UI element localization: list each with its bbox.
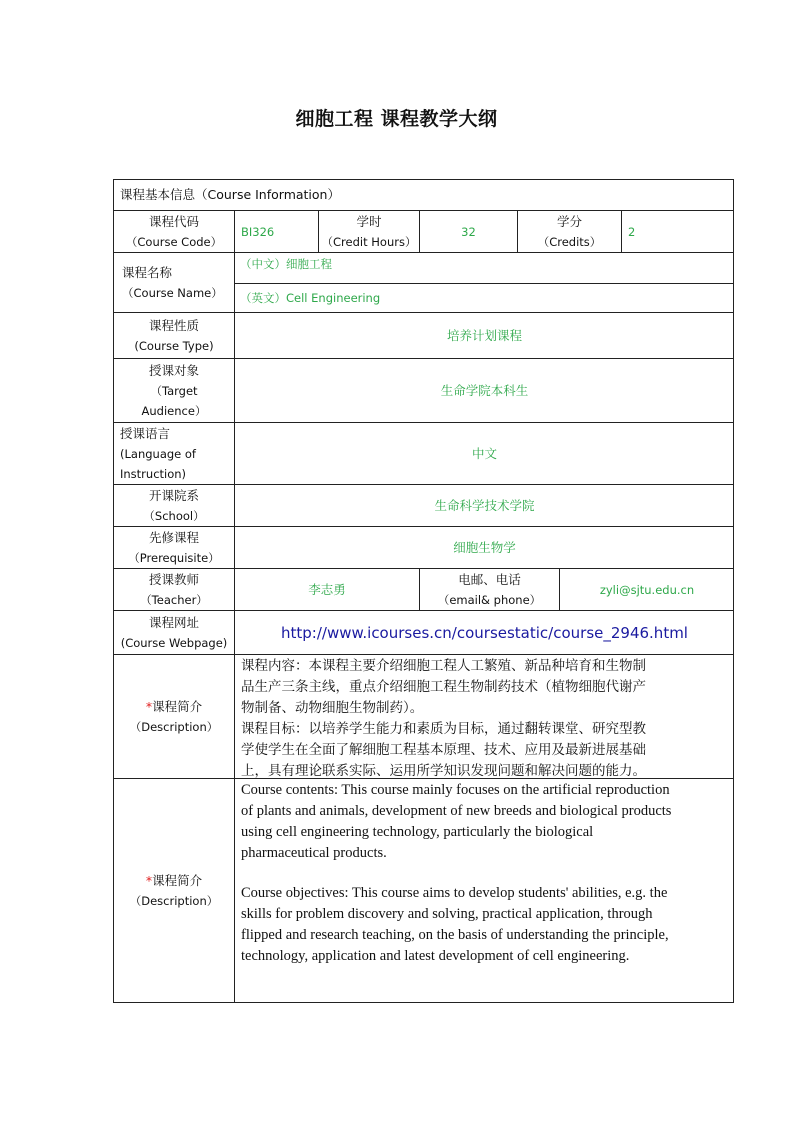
prerequisite-row xyxy=(113,526,734,569)
section-header-row xyxy=(113,179,734,211)
description-line: 课程目标：以培养学生能力和素质为目标，通过翻转课堂、研究型教 xyxy=(241,721,646,737)
description-line: 上，具有理论联系实际、运用所学知识发现问题和解决问题的能力。 xyxy=(241,763,646,778)
description-line: of plants and animals, development of new breeds and biological products xyxy=(241,803,672,819)
course-code-label: 课程代码 （Course Code） xyxy=(125,213,223,249)
teacher-label: 授课教师 （Teacher） xyxy=(140,571,208,607)
course-name-row xyxy=(113,252,734,313)
teacher-row xyxy=(113,568,734,611)
required-star: * xyxy=(145,698,153,714)
description-line: technology, application and latest development of cell engineering. xyxy=(241,948,630,964)
school-row xyxy=(113,484,734,527)
description-line: Course objectives: This course aims to develop students' abilities, e.g. the xyxy=(241,885,668,901)
description-line: 学使学生在全面了解细胞工程基本原理、技术、应用及最新进展基础 xyxy=(241,742,646,758)
course-code-value: BI326 xyxy=(234,211,318,252)
description-en-row xyxy=(113,778,734,1003)
description-en-text xyxy=(234,779,734,1002)
description-line: 品生产三条主线，重点介绍细胞工程生物制药技术（植物细胞代谢产 xyxy=(241,679,646,695)
webpage-label: 课程网址 (Course Webpage) xyxy=(120,614,228,650)
webpage-row xyxy=(113,610,734,655)
language-row xyxy=(113,422,734,485)
description-line: Course contents: This course mainly focuses on the artificial reproduction xyxy=(241,782,670,798)
teacher-value: 李志勇 xyxy=(234,569,419,610)
credits-label: 学分 （Credits） xyxy=(517,211,621,252)
course-name-cn: （中文）细胞工程 xyxy=(240,257,332,271)
course-name-en: （英文）Cell Engineering xyxy=(240,291,381,305)
description-en-label: *课程简介 （Description） xyxy=(129,872,219,908)
description-line: skills for problem discovery and solving, practical application, through xyxy=(241,906,653,922)
course-code-row xyxy=(113,210,734,253)
prerequisite-label: 先修课程 （Prerequisite） xyxy=(128,529,220,565)
prerequisite-value: 细胞生物学 xyxy=(234,527,734,568)
description-cn-text xyxy=(234,655,734,778)
description-line: 课程内容：本课程主要介绍细胞工程人工繁殖、新品种培育和生物制 xyxy=(241,658,646,674)
section-header: 课程基本信息（Course Information） xyxy=(120,187,340,202)
description-cn-row xyxy=(113,654,734,779)
course-type-value: 培养计划课程 xyxy=(234,313,734,358)
course-type-label: 课程性质 (Course Type) xyxy=(134,317,214,353)
contact-label: 电邮、电话 （email& phone） xyxy=(419,569,559,610)
course-type-row xyxy=(113,312,734,359)
credit-hours-value: 32 xyxy=(419,211,517,252)
course-name-label: 课程名称 （Course Name） xyxy=(122,264,223,300)
required-star: * xyxy=(145,872,153,888)
language-label: 授课语言 (Language of Instruction) xyxy=(120,425,196,481)
contact-value: zyli@sjtu.edu.cn xyxy=(559,569,734,610)
school-value: 生命科学技术学院 xyxy=(234,485,734,526)
credits-value: 2 xyxy=(621,211,734,252)
description-line: 物制备、动物细胞生物制药）。 xyxy=(241,700,424,716)
school-label: 开课院系 （School） xyxy=(143,487,205,523)
target-value: 生命学院本科生 xyxy=(234,359,734,422)
description-line: using cell engineering technology, particularly the biological xyxy=(241,824,594,840)
target-label: 授课对象 （Target Audience） xyxy=(141,362,207,418)
target-row xyxy=(113,358,734,423)
description-cn-label: *课程简介 （Description） xyxy=(129,698,219,734)
credit-hours-label: 学时 （Credit Hours） xyxy=(318,211,419,252)
page-title: 细胞工程 课程教学大纲 xyxy=(295,108,498,130)
language-value: 中文 xyxy=(234,423,734,484)
description-line: flipped and research teaching, on the basis of understanding the principle, xyxy=(241,927,669,943)
description-line: pharmaceutical products. xyxy=(241,845,387,861)
course-webpage-link[interactable]: http://www.icourses.cn/coursestatic/course_2946.html xyxy=(281,623,688,642)
